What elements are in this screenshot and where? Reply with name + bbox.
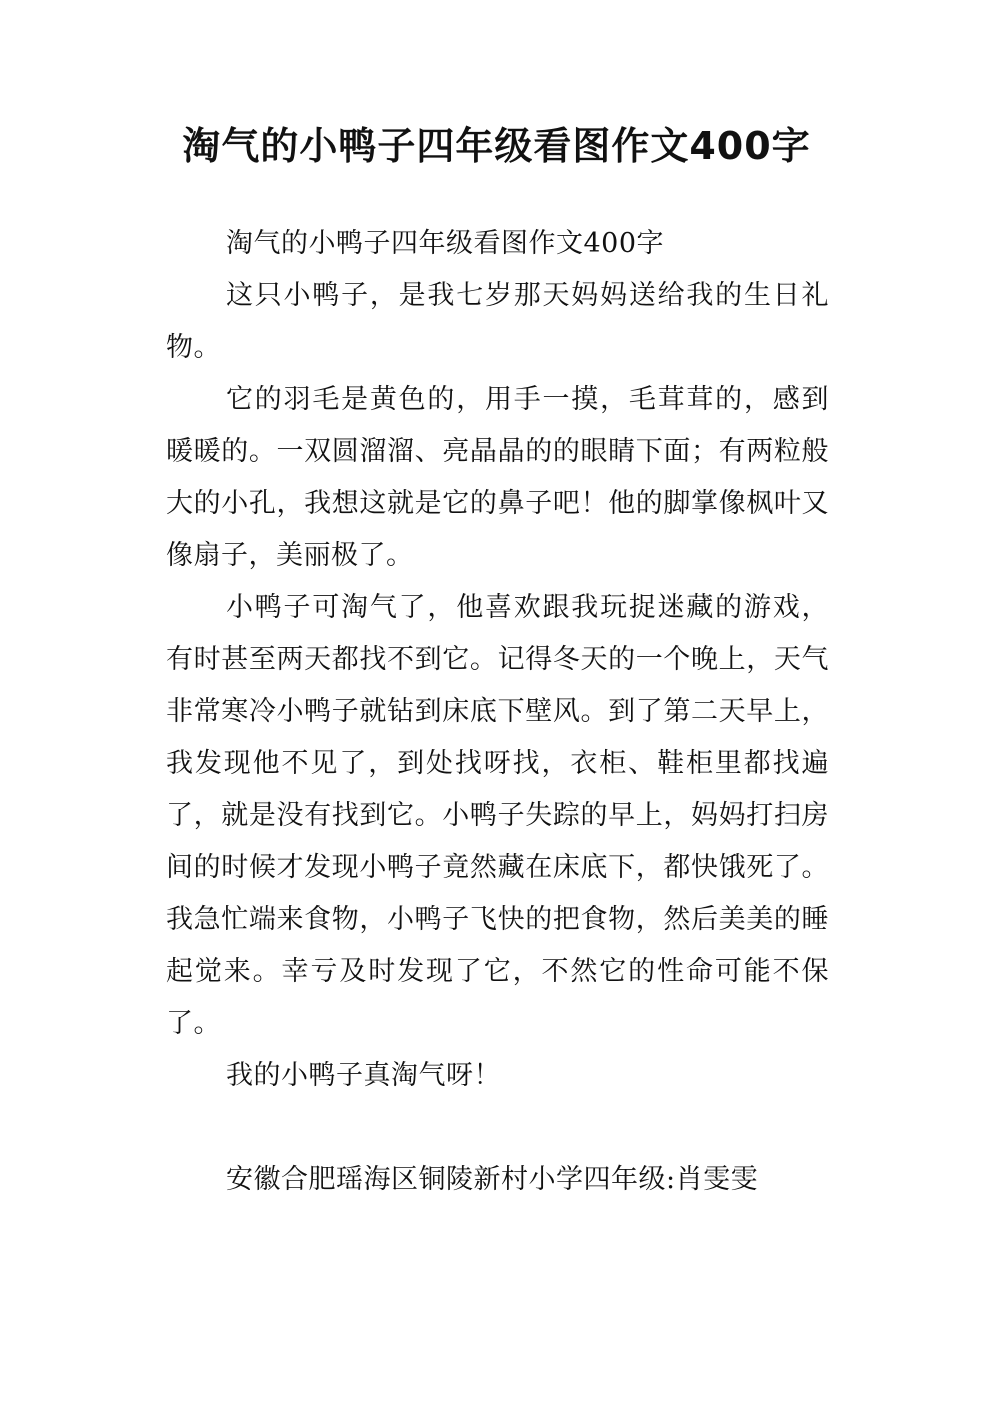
document-body xyxy=(166,218,829,1206)
paragraph-intro: 这只小鸭子，是我七岁那天妈妈送给我的生日礼物。 xyxy=(166,280,829,363)
paragraph-appearance: 它的羽毛是黄色的，用手一摸，毛茸茸的，感到暖暖的。一双圆溜溜、亮晶晶的的眼睛下面；有两粒般大的小孔，我想这就是它的鼻子吧！他的脚掌像枫叶又像扇子，美丽极了。 xyxy=(166,384,829,571)
paragraph-conclusion: 我的小鸭子真淘气呀！ xyxy=(226,1060,501,1091)
document-title: 淘气的小鸭子四年级看图作文400字 xyxy=(182,124,811,168)
paragraph-story: 小鸭子可淘气了，他喜欢跟我玩捉迷藏的游戏，有时甚至两天都找不到它。记得冬天的一个晚上，天气非常寒冷小鸭子就钻到床底下壁风。到了第二天早上，我发现他不见了，到处找呀找，衣柜、鞋柜里都找遍了，就是没有找到它。小鸭子失踪的早上，妈妈打扫房间的时候才发现小鸭子竟然藏在床底下，都快饿死了。我急忙端来食物，小鸭子飞快的把食物，然后美美的睡起觉来。幸亏及时发现了它，不然它的性命可能不保了。 xyxy=(166,592,829,1039)
author-signature: 安徽合肥瑶海区铜陵新村小学四年级:肖雯雯 xyxy=(226,1164,759,1195)
paragraph-heading-repeat: 淘气的小鸭子四年级看图作文400字 xyxy=(226,228,665,259)
